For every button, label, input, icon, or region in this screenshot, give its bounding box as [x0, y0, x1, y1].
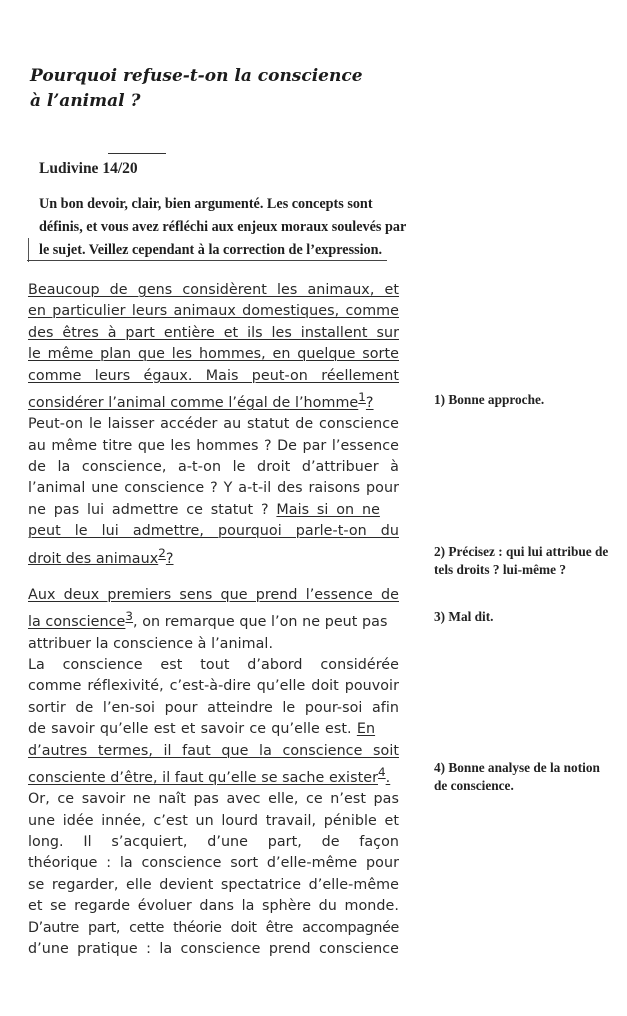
essay-paragraph-2: [28, 585, 399, 960]
question-mark: ?: [365, 394, 374, 411]
essay-line: [28, 719, 399, 740]
essay-line: comme leurs égaux. Mais peut-on réellement: [28, 367, 399, 384]
margin-note-1: 1) Bonne approche.: [434, 392, 545, 407]
comment-rule: [27, 260, 387, 261]
essay-line: se regarder, elle devient spectatrice d’elle-même: [28, 876, 399, 893]
essay-line: Beaucoup de gens considèrent les animaux, et: [28, 282, 399, 298]
title-line-2: à l’animal ?: [30, 91, 141, 111]
essay-line: le même plan que les hommes, en quelque sorte: [28, 346, 399, 363]
essay-line-text: droit des animaux: [28, 550, 159, 567]
essay-line-text: En: [356, 721, 376, 738]
essay-line: théorique : la conscience sort d’elle-même pour: [28, 855, 399, 872]
teacher-comment-line: le sujet. Veillez cependant à la correction de l’expression.: [39, 242, 383, 258]
essay-title: [30, 64, 430, 114]
essay-line: Or, ce savoir ne naît pas avec elle, ce n’est pas: [28, 791, 399, 808]
teacher-comment-line: Un bon devoir, clair, bien argumenté. Les concepts sont: [39, 196, 373, 212]
grade-label: Ludivine 14/20: [39, 160, 138, 177]
essay-line: d’autres termes, il faut que la conscience soit: [28, 742, 399, 759]
teacher-comment: [39, 193, 407, 262]
essay-line: Aux deux premiers sens que prend l’essence de: [28, 587, 399, 603]
essay-line: [28, 387, 399, 414]
essay-line-text: consciente d’être, il faut qu’elle se sache exister: [28, 769, 378, 786]
essay-paragraph-1: [28, 280, 399, 570]
essay-line: en particulier leurs animaux domestiques, comme: [28, 303, 399, 320]
margin-note-4: 4) Bonne analyse de la notion de conscience.: [434, 760, 600, 793]
essay-line: au même titre que les hommes ? De par l’essence: [28, 437, 399, 454]
grade-rule: [108, 153, 166, 154]
note-ref: 1: [358, 390, 366, 405]
title-line-1: Pourquoi refuse-t-on la conscience: [30, 66, 363, 86]
margin-note-2: 2) Précisez : qui lui attribue de tels droits ? lui-même ?: [434, 544, 609, 577]
comment-bracket: [28, 238, 29, 262]
note-ref: 2: [158, 545, 166, 560]
essay-line: comme réflexivité, c’est-à-dire qu’elle doit pouvoir: [28, 678, 399, 695]
essay-line: et se regarde évoluer dans la sphère du monde.: [28, 898, 399, 915]
question-mark: ?: [165, 550, 174, 567]
essay-line-text: de savoir qu’elle est et savoir ce qu’elle est.: [28, 721, 357, 738]
margin-note-3: 3) Mal dit.: [434, 609, 494, 624]
essay-line: l’animal une conscience ? Y a-t-il des raisons pour: [28, 480, 399, 497]
essay-line: attribuer la conscience à l’animal.: [28, 635, 274, 652]
essay-line-text: la conscience: [28, 614, 126, 631]
essay-line: une idée innée, c’est un lourd travail, pénible et: [28, 812, 399, 829]
essay-line: [28, 606, 399, 633]
essay-line-text: , on remarque que l’on ne peut pas: [133, 614, 388, 631]
essay-line-text: ne pas lui admettre ce statut ?: [28, 501, 277, 518]
essay-line: d’une pratique : la conscience prend conscience: [28, 941, 399, 958]
essay-line: Peut-on le laisser accéder au statut de conscience: [28, 416, 399, 433]
essay-line: D’autre part, cette théorie doit être accompagnée: [28, 919, 399, 936]
note-ref: 4: [378, 765, 386, 780]
essay-line: La conscience est tout d’abord considérée: [28, 656, 399, 673]
essay-line: [28, 500, 399, 521]
essay-line: [28, 543, 399, 570]
essay-line: peut le lui admettre, pourquoi parle-t-on du: [28, 523, 399, 540]
essay-line: des êtres à part entière et ils les installent sur: [28, 324, 399, 341]
essay-line: sortir de l’en-soi pour atteindre le pour-soi afin: [28, 699, 399, 716]
essay-line-text: Mais si on ne: [276, 501, 380, 518]
essay-line: [28, 762, 399, 789]
essay-line: long. Il s’acquiert, d’une part, de façon: [28, 834, 399, 850]
essay-line-text: considérer l’animal comme l’égal de l’homme: [28, 394, 359, 411]
teacher-comment-line: définis, et vous avez réfléchi aux enjeux moraux soulevés par: [39, 219, 407, 235]
essay-line-text: .: [385, 769, 391, 786]
note-ref: 3: [125, 609, 134, 624]
essay-line: de la conscience, a-t-on le droit d’attribuer à: [28, 459, 399, 476]
